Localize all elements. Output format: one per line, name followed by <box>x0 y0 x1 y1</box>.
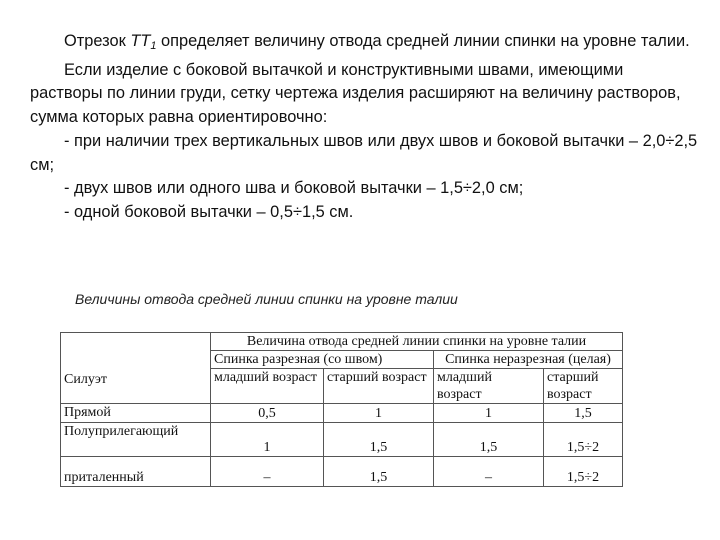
cell-value: 1,5 <box>544 404 623 423</box>
cell-value: 1,5 <box>324 423 434 457</box>
header-group: Величина отвода средней линии спинки на уровне талии <box>211 333 623 351</box>
table-caption: Величины отвода средней линии спинки на уровне талии <box>75 291 458 307</box>
cell-value: 1 <box>211 423 324 457</box>
offset-table <box>60 332 623 487</box>
segment-var-name: ТТ <box>130 32 151 50</box>
header-cut-back: Спинка разрезная (со швом) <box>211 351 434 369</box>
p1-after: определяет величину отвода средней линии спинки на уровне талии. <box>156 32 690 50</box>
table-row <box>61 404 623 423</box>
cell-value: 1,5÷2 <box>544 457 623 487</box>
row-name: Полуприлегающий <box>61 423 211 457</box>
header-row-1 <box>61 333 623 351</box>
cell-value: – <box>211 457 324 487</box>
table-row <box>61 423 623 457</box>
cell-value: 1 <box>324 404 434 423</box>
row-name: приталенный <box>61 457 211 487</box>
body-text <box>30 30 700 225</box>
cell-value: 1,5 <box>324 457 434 487</box>
header-age-old-cut: старший возраст <box>324 369 434 404</box>
row-name: Прямой <box>61 404 211 423</box>
cell-value: 1,5 <box>434 423 544 457</box>
segment-variable <box>130 32 156 50</box>
cell-value: 1,5÷2 <box>544 423 623 457</box>
p1-before: Отрезок <box>64 32 131 50</box>
cell-value: 1 <box>434 404 544 423</box>
cell-value: 0,5 <box>211 404 324 423</box>
cell-value: – <box>434 457 544 487</box>
paragraph-tt1 <box>30 30 700 59</box>
bullet-two-seams: - двух швов или одного шва и боковой вытачки – 1,5÷2,0 см; <box>64 179 524 198</box>
paragraph-widening: Если изделие с боковой вытачкой и конструктивными швами, имеющими растворы по линии груди, сетку чертежа изделия расширяют на величину растворов, сумма которых равна ориентировочно: <box>30 60 681 127</box>
header-solid-back: Спинка неразрезная (целая) <box>434 351 623 369</box>
segment-var-subscript: 1 <box>150 40 157 52</box>
bullet-three-seams: - при наличии трех вертикальных швов или двух швов и боковой вытачки – 2,0÷2,5 см; <box>30 131 698 174</box>
header-age-young-solid: младший возраст <box>434 369 544 404</box>
header-silhouette <box>61 333 211 404</box>
bullet-side-dart: - одной боковой вытачки – 0,5÷1,5 см. <box>64 202 354 221</box>
header-age-old-solid: старший возраст <box>544 369 623 404</box>
table-row <box>61 457 623 487</box>
header-age-young-cut: младший возраст <box>211 369 324 404</box>
header-silhouette-label: Силуэт <box>64 372 107 387</box>
